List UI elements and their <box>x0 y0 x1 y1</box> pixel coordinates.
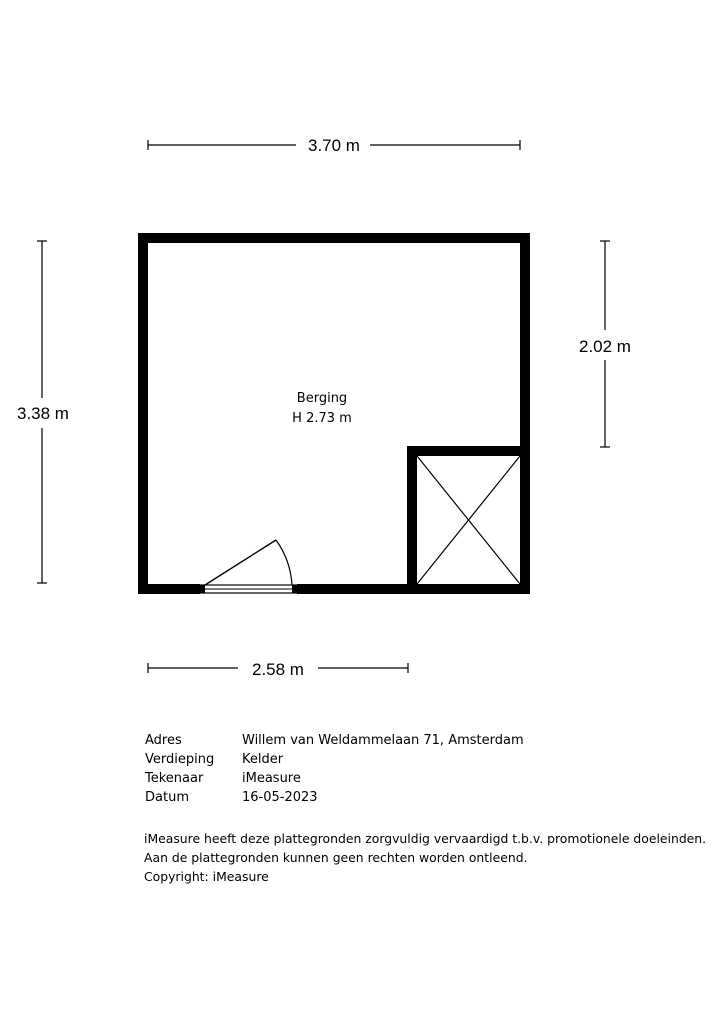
door-swing-arc <box>276 540 292 585</box>
info-row-address <box>145 731 524 750</box>
copyright: Copyright: iMeasure <box>144 869 269 884</box>
room-name: Berging <box>296 391 348 406</box>
info-value: Willem van Weldammelaan 71, Amsterdam <box>242 733 524 748</box>
info-row-drawer <box>145 769 524 788</box>
info-key: Adres <box>145 733 182 748</box>
info-key: Verdieping <box>145 752 215 767</box>
disclaimer-line: iMeasure heeft deze plattegronden zorgvuldig vervaardigd t.b.v. promotionele doeleinden. <box>144 831 707 846</box>
info-value: Kelder <box>242 752 284 767</box>
shaft-cross <box>417 456 520 584</box>
door <box>200 540 297 593</box>
dimension-bottom-label: 2.58 m <box>252 660 304 679</box>
info-value: iMeasure <box>242 771 301 786</box>
info-row-date <box>145 788 524 807</box>
dimension-right-label: 2.02 m <box>579 337 631 356</box>
disclaimer-line: Aan de plattegronden kunnen geen rechten worden ontleend. <box>144 850 528 865</box>
info-key: Tekenaar <box>145 771 204 786</box>
dimension-top-label: 3.70 m <box>308 136 360 155</box>
info-value: 16-05-2023 <box>242 790 318 805</box>
info-row-floor <box>145 750 524 769</box>
room-height: H 2.73 m <box>292 411 352 426</box>
info-key: Datum <box>145 790 189 805</box>
dimension-left-label: 3.38 m <box>17 404 69 423</box>
info-table <box>145 731 524 807</box>
disclaimer <box>144 829 719 886</box>
door-leaf <box>205 540 276 585</box>
